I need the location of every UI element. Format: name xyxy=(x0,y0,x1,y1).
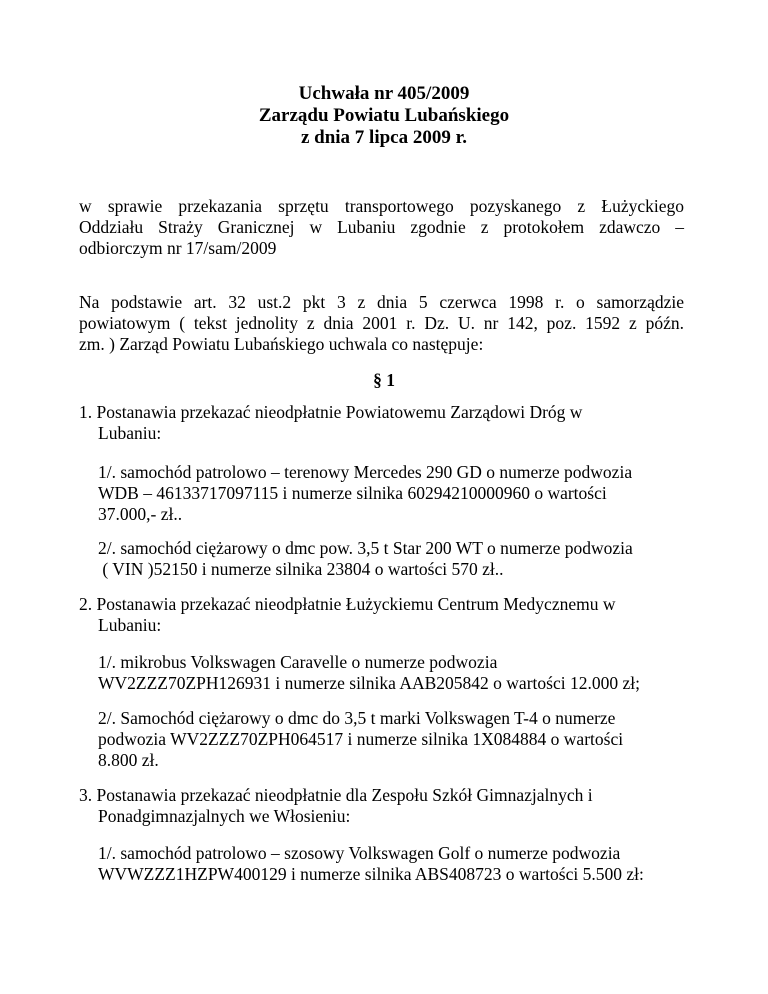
list-item xyxy=(79,402,699,444)
legal-basis-paragraph xyxy=(79,292,684,355)
resolution-title xyxy=(0,83,768,149)
title-line-1: Uchwała nr 405/2009 xyxy=(298,83,470,104)
item-line xyxy=(79,594,699,615)
list-item xyxy=(79,785,699,827)
sub-item-line: 1/. mikrobus Volkswagen Caravelle o numerze podwozia xyxy=(98,652,498,672)
sub-item xyxy=(98,843,718,885)
item-text: Postanawia przekazać nieodpłatnie Powiatowemu Zarządowi Dróg w xyxy=(96,402,583,422)
sub-item-line: ( VIN )52150 i numerze silnika 23804 o wartości 570 zł.. xyxy=(98,559,504,579)
basis-line: Na podstawie art. 32 ust.2 pkt 3 z dnia 5 czerwca 1998 r. o samorządzie xyxy=(79,292,684,312)
item-line: Ponadgimnazjalnych we Włosieniu: xyxy=(98,806,351,826)
item-text: Postanawia przekazać nieodpłatnie Łużyckiemu Centrum Medycznemu w xyxy=(96,594,616,614)
sub-item xyxy=(98,462,718,525)
sub-item-line: 37.000,- zł.. xyxy=(98,504,183,524)
item-line: Lubaniu: xyxy=(98,615,162,635)
item-line: Lubaniu: xyxy=(98,423,162,443)
sub-item-line: WVWZZZ1HZPW400129 i numerze silnika ABS408723 o wartości 5.500 zł: xyxy=(98,864,644,884)
item-line xyxy=(79,785,699,806)
subject-line: w sprawie przekazania sprzętu transportowego pozyskanego z Łużyckiego xyxy=(79,196,684,216)
sub-item-line: 1/. samochód patrolowo – szosowy Volkswagen Golf o numerze podwozia xyxy=(98,843,621,863)
item-number: 2. xyxy=(79,594,93,614)
basis-line: zm. ) Zarząd Powiatu Lubańskiego uchwala co następuje: xyxy=(79,334,484,354)
sub-item xyxy=(98,708,718,771)
item-number: 3. xyxy=(79,785,93,805)
subject-line: odbiorczym nr 17/sam/2009 xyxy=(79,238,277,258)
sub-item-line: 2/. Samochód ciężarowy o dmc do 3,5 t marki Volkswagen T-4 o numerze xyxy=(98,708,616,728)
sub-item-line: 2/. samochód ciężarowy o dmc pow. 3,5 t Star 200 WT o numerze podwozia xyxy=(98,538,633,558)
sub-item-line: 1/. samochód patrolowo – terenowy Mercedes 290 GD o numerze podwozia xyxy=(98,462,633,482)
section-mark: § 1 xyxy=(373,370,395,390)
title-line-2: Zarządu Powiatu Lubańskiego xyxy=(258,105,510,126)
item-text: Postanawia przekazać nieodpłatnie dla Zespołu Szkół Gimnazjalnych i xyxy=(96,785,593,805)
basis-line: powiatowym ( tekst jednolity z dnia 2001 r. Dz. U. nr 142, poz. 1592 z późn. xyxy=(79,313,684,333)
list-item xyxy=(79,594,699,636)
subject-paragraph xyxy=(79,196,684,259)
item-line xyxy=(79,402,699,423)
sub-item-line: WDB – 46133717097115 i numerze silnika 60294210000960 o wartości xyxy=(98,483,607,503)
title-line-3: z dnia 7 lipca 2009 r. xyxy=(300,127,468,148)
sub-item-line: podwozia WV2ZZZ70ZPH064517 i numerze silnika 1X084884 o wartości xyxy=(98,729,624,749)
sub-item-line: WV2ZZZ70ZPH126931 i numerze silnika AAB205842 o wartości 12.000 zł; xyxy=(98,673,640,693)
subject-line: Oddziału Straży Granicznej w Lubaniu zgodnie z protokołem zdawczo – xyxy=(79,217,684,237)
item-number: 1. xyxy=(79,402,93,422)
sub-item xyxy=(98,652,718,694)
sub-item-line: 8.800 zł. xyxy=(98,750,159,770)
sub-item xyxy=(98,538,718,580)
